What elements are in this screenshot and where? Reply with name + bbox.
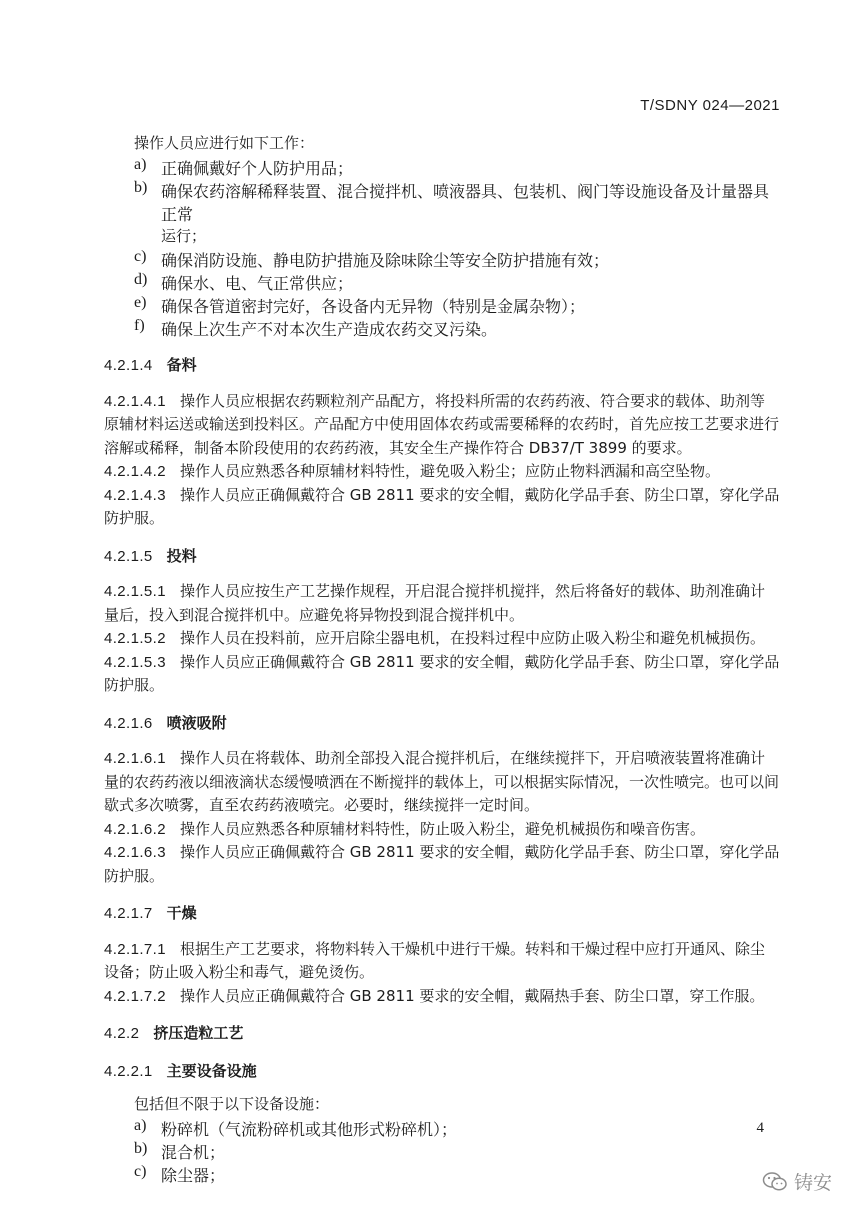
list-item: d) 确保水、电、气正常供应； bbox=[134, 271, 354, 293]
list-item: c) 确保消防设施、静电防护措施及除味除尘等安全防护措施有效； bbox=[134, 248, 610, 270]
clause: 4.2.1.7.2 操作人员应正确佩戴符合 GB 2811 要求的安全帽，戴隔热手套、防尘口罩，穿工作服。 bbox=[104, 986, 765, 1005]
section-heading: 4.2.1.4 备料 bbox=[104, 356, 197, 374]
document-id: T/SDNY 024—2021 bbox=[640, 97, 780, 114]
clause: 4.2.1.7.1 根据生产工艺要求，将物料转入干燥机中进行干燥。转料和干燥过程中应打开通风、除尘 bbox=[104, 939, 765, 958]
clause: 4.2.1.4.2 操作人员应熟悉各种原辅材料特性，避免吸入粉尘；应防止物料洒漏和高空坠物。 bbox=[104, 462, 720, 480]
clause-line: 防护服。 bbox=[104, 676, 165, 694]
subsection-heading: 4.2.2.1 主要设备设施 bbox=[104, 1061, 257, 1080]
watermark-text: 铸安 bbox=[793, 1172, 832, 1194]
clause: 4.2.1.5.2 操作人员在投料前，应开启除尘器电机，在投料过程中应防止吸入粉尘和避免机械损伤。 bbox=[104, 629, 765, 647]
wechat-icon bbox=[762, 1171, 788, 1193]
clause: 4.2.1.6.2 操作人员应熟悉各种原辅材料特性，防止吸入粉尘，避免机械损伤和噪音伤害。 bbox=[104, 819, 705, 838]
clause: 4.2.1.5.3 操作人员应正确佩戴符合 GB 2811 要求的安全帽，戴防化学品手套、防尘口罩，穿化学品 bbox=[104, 652, 780, 671]
list-item: a) 正确佩戴好个人防护用品； bbox=[134, 155, 354, 178]
clause-line: 歇式多次喷雾，直至农药药液喷完。必要时，继续搅拌一定时间。 bbox=[104, 796, 540, 814]
clause: 4.2.1.6.1 操作人员在将载体、助剂全部投入混合搅拌机后，在继续搅拌下，开启喷液装置将准确计 bbox=[104, 749, 765, 767]
clause-line: 原辅材料运送或输送到投料区。产品配方中使用固体农药或需要稀释的农药时，首先应按工艺要求进行 bbox=[104, 415, 780, 433]
clause-line: 量后，投入到混合搅拌机中。应避免将异物投到混合搅拌机中。 bbox=[104, 605, 525, 624]
section-heading: 4.2.1.7 干燥 bbox=[104, 904, 197, 922]
section-heading: 4.2.1.5 投料 bbox=[104, 546, 197, 565]
intro-text: 操作人员应进行如下工作： bbox=[134, 134, 315, 152]
list-item: f) 确保上次生产不对本次生产造成农药交叉污染。 bbox=[134, 317, 498, 339]
list-item: b) 确保农药溶解稀释装置、混合搅拌机、喷液器具、包装机、阀门等设施设备及计量器具正常 bbox=[134, 178, 770, 224]
section-heading: 4.2.1.6 喷液吸附 bbox=[104, 713, 227, 732]
clause-line: 防护服。 bbox=[104, 509, 165, 527]
list-item: e) 确保各管道密封完好，各设备内无异物（特别是金属杂物）； bbox=[134, 294, 586, 316]
clause: 4.2.1.6.3 操作人员应正确佩戴符合 GB 2811 要求的安全帽，戴防化学品手套、防尘口罩，穿化学品 bbox=[104, 843, 780, 861]
clause: 4.2.1.4.1 操作人员应根据农药颗粒剂产品配方，将投料所需的农药药液、符合要求的载体、助剂等 bbox=[104, 391, 765, 410]
section-heading: 4.2.2 挤压造粒工艺 bbox=[104, 1024, 244, 1042]
page-number: 4 bbox=[756, 1120, 764, 1136]
clause-line: 溶解或稀释，制备本阶段使用的农药药液，其安全生产操作符合 DB37/T 3899 的要求。 bbox=[104, 438, 692, 457]
list-item: b) 混合机； bbox=[134, 1139, 226, 1162]
list-item: c) 除尘器； bbox=[134, 1162, 226, 1185]
list-item-continuation: 运行； bbox=[161, 226, 207, 245]
document-body bbox=[104, 132, 780, 1186]
clause-line: 防护服。 bbox=[104, 866, 165, 885]
clause-line: 设备；防止吸入粉尘和毒气，避免烫伤。 bbox=[104, 963, 375, 981]
list-item: a) 粉碎机（气流粉碎机或其他形式粉碎机）； bbox=[134, 1116, 458, 1139]
clause-line: 量的农药药液以细液滴状态缓慢喷洒在不断搅拌的载体上，可以根据实际情况，一次性喷完。也可以间 bbox=[104, 772, 780, 791]
watermark bbox=[762, 1168, 832, 1195]
clause: 4.2.1.4.3 操作人员应正确佩戴符合 GB 2811 要求的安全帽，戴防化学品手套、防尘口罩，穿化学品 bbox=[104, 485, 780, 504]
equip-intro: 包括但不限于以下设备设施： bbox=[134, 1095, 330, 1113]
clause: 4.2.1.5.1 操作人员应按生产工艺操作规程，开启混合搅拌机搅拌，然后将备好的载体、助剂准确计 bbox=[104, 582, 765, 600]
